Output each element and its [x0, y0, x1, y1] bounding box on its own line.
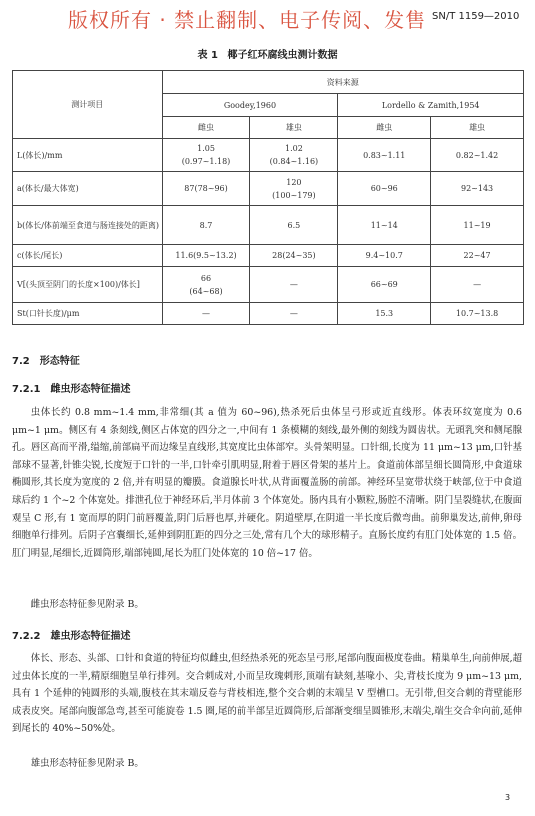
section-heading: 7.2.1 雌虫形态特征描述 [12, 384, 131, 395]
paragraph-female: 虫体长约 0.8 mm~1.4 mm,非常细(其 a 值为 60~96),热杀死后虫体呈弓形或近直线形。体表环纹宽度为 0.6 μm~1 μm。侧区有 4 条刻线,侧区占体宽的四分之一,中间有 1 条模糊的刻线,最外侧的刻线为圆齿状。无頭乳突和侧尾腺孔。唇区高而平滑,缢缩,前部扁平而边缘呈直线形,其宽度比虫体部窄。头骨架明显。口针细,长度为 11 μm~13 μm,口针基部球不显著,针锥尖锐,长度短于口针的一半,口针牵引肌明显,附着于唇区骨架的基片上。食道前体部呈细长圆筒形,中食道球椭圆形,其长度为宽度的 2 倍,并有明显的瓣膜。食道腺长叶状,从背面覆盖肠的前部。神经环呈宽带状绕于峡部,位于中食道球后约 1 个~2 个体宽处。排泄孔位于神经环后,半月体前 3 个体宽处。肠内具有小颗粒,肠腔不清晰。阴门呈裂缝状,在腹面观呈 C 形,有 1 宽而厚的阴门前唇覆盖,阴门后唇也厚,并硬化。阴道壁厚,在阴道一半长度后微弯曲。前卵巢发达,前伸,卵母细胞单行排列。后阴子宫囊细长,延伸到阴肛距的四分之三处,常有几个大的球形精子。直肠长度约有肛门处体宽的 1.5 倍。肛门明显,尾细长,近圆筒形,端部钝圆,尾长为肛门处体宽的 10 倍~17 倍。 [12, 407, 522, 559]
measurement-table [12, 70, 524, 325]
section-heading: 7.2 形态特征 [12, 356, 80, 367]
cell: 0.83~1.11 [338, 139, 431, 172]
header-female: 雌虫 [338, 117, 431, 139]
table-row [13, 245, 524, 267]
cell: 11.6(9.5~13.2) [162, 245, 250, 267]
table-row [13, 206, 524, 245]
table-row [13, 139, 524, 172]
cell: — [431, 267, 524, 303]
cell: 92~143 [431, 172, 524, 206]
cell: 11~14 [338, 206, 431, 245]
cell: 87(78~96) [162, 172, 250, 206]
cell: 9.4~10.7 [338, 245, 431, 267]
page-number: 3 [505, 793, 511, 802]
cell: 10.7~13.8 [431, 303, 524, 325]
table-row [13, 267, 524, 303]
cell: 6.5 [250, 206, 338, 245]
section-heading: 7.2.2 雄虫形态特征描述 [12, 631, 131, 642]
paragraph-female-ref: 雌虫形态特征参见附录 B。 [30, 599, 144, 610]
cell: 66 (64~68) [162, 267, 250, 303]
cell: 1.02 (0.84~1.16) [250, 139, 338, 172]
table-caption [0, 46, 535, 61]
cell: 8.7 [162, 206, 250, 245]
copyright-watermark: 版权所有 · 禁止翻制、电子传阅、发售 [68, 8, 427, 32]
cell: 22~47 [431, 245, 524, 267]
paragraph-male: 体长、形态、头部、口针和食道的特征均似雌虫,但经热杀死的死态呈弓形,尾部向腹面极度卷曲。精巢单生,向前伸展,超过虫体长度的一半,精原细胞呈单行排列。交合刺成对,小而呈玫瑰刺形,顶端有缺刻,基喙小、尖,背枝长度为 9 μm~13 μm,具有 1 个延伸的钝圆形的头端,腹枝在其末端反卷与背枝相连,整个交合刺的末端呈 V 型槽口。无引带,但交合刺的背壁能形成表皮突。尾部向腹部急弯,甚至可能旋卷 1.5 圈,尾的前半部呈近圆筒形,后部渐变细呈圆锥形,末端尖,端生交合伞向前,延伸到尾长的 40%~50%处。 [12, 653, 522, 735]
table-title: 椰子红环腐线虫测计数据 [227, 50, 338, 61]
cell: 120 (100~179) [250, 172, 338, 206]
cell: 66~69 [338, 267, 431, 303]
cell: 0.82~1.42 [431, 139, 524, 172]
cell: 60~96 [338, 172, 431, 206]
cell: 11~19 [431, 206, 524, 245]
cell: 28(24~35) [250, 245, 338, 267]
table-row [13, 303, 524, 325]
cell: 1.05 (0.97~1.18) [162, 139, 250, 172]
table-row [13, 172, 524, 206]
row-item: V[(头顶至阴门的长度×100)/体长] [13, 267, 163, 303]
cell: — [162, 303, 250, 325]
table-label: 表 1 [197, 50, 218, 61]
row-item: b(体长/体前端至食道与肠连接处的距离) [13, 206, 163, 245]
header-male: 雄虫 [250, 117, 338, 139]
row-item: a(体长/最大体宽) [13, 172, 163, 206]
source-goodey: Goodey,1960 [162, 94, 338, 117]
row-item: c(体长/尾长) [13, 245, 163, 267]
source-lordello: Lordello & Zamith,1954 [338, 94, 524, 117]
cell: — [250, 267, 338, 303]
col-header-source: 资料来源 [162, 71, 523, 94]
paragraph-male-ref: 雄虫形态特征参见附录 B。 [30, 758, 144, 769]
row-item: L(体长)/mm [13, 139, 163, 172]
header-female: 雌虫 [162, 117, 250, 139]
header-male: 雄虫 [431, 117, 524, 139]
col-header-item: 测计项目 [13, 71, 163, 139]
row-item: St(口针长度)/μm [13, 303, 163, 325]
standard-number: SN/T 1159—2010 [432, 11, 520, 22]
cell: — [250, 303, 338, 325]
cell: 15.3 [338, 303, 431, 325]
